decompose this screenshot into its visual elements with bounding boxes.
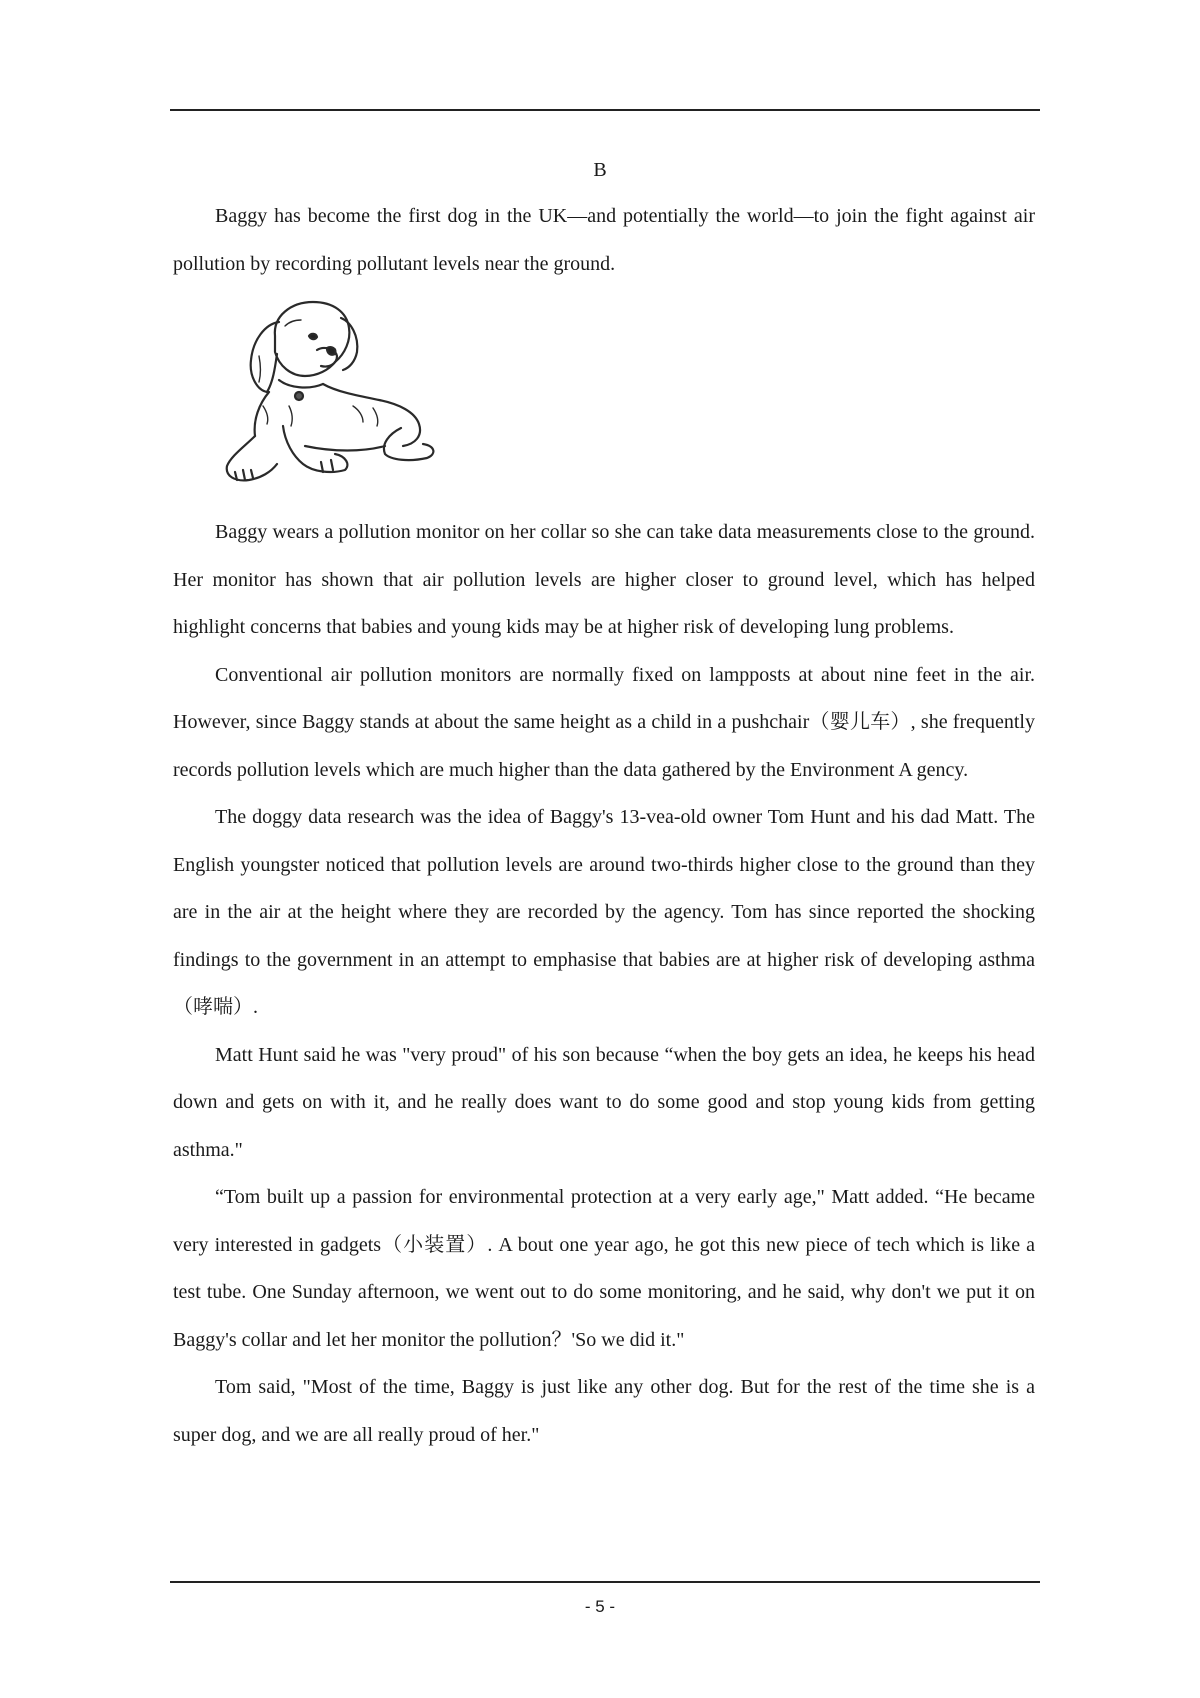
paragraph: “Tom built up a passion for environmental protection at a very early age," Matt added. “He became very interested in gadgets（小装置）. A bout one year ago, he got this new piece of tech which is like a test tube. One Sunday afternoon, we went out to do some monitoring, and he said, why don't we put it on Baggy's collar and let her monitor the pollution？'So we did it." — [173, 1186, 1035, 1351]
paragraph: Conventional air pollution monitors are normally fixed on lampposts at about nine feet in the air. However, since Baggy stands at about the same height as a child in a pushchair（婴儿车）, she frequently records pollution levels which are much higher than the data gathered by the Environment A gency. — [173, 663, 1035, 781]
section-heading: B — [593, 159, 607, 181]
paragraph: The doggy data research was the idea of Baggy's 13-vea-old owner Tom Hunt and his dad Matt. The English youngster noticed that pollution levels are around two-thirds higher close to the ground than they are in the air at the height where they are recorded by the agency. Tom has since reported the shocking findings to the government in an attempt to emphasise that babies are at higher risk of developing asthma（哮喘）. — [173, 806, 1035, 1018]
puppy-illustration-icon — [213, 296, 453, 490]
paragraph: Tom said, "Most of the time, Baggy is just like any other dog. But for the rest of the time she is a super dog, and we are all really proud of her." — [173, 1376, 1035, 1446]
main-text-block — [173, 509, 1035, 1459]
header-rule — [170, 109, 1040, 111]
paragraph: Baggy has become the first dog in the UK—and potentially the world—to join the fight against air pollution by recording pollutant levels near the ground. — [173, 205, 1035, 275]
paragraph: Baggy wears a pollution monitor on her collar so she can take data measurements close to the ground. Her monitor has shown that air pollution levels are higher closer to ground level, which has helped highlight concerns that babies and young kids may be at higher risk of developing lung problems. — [173, 521, 1035, 638]
footer-rule — [170, 1581, 1040, 1583]
page-number: - 5 - — [584, 1597, 616, 1616]
paragraph: Matt Hunt said he was "very proud" of his son because “when the boy gets an idea, he keeps his head down and gets on with it, and he really does want to do some good and stop young kids from getting asthma." — [173, 1043, 1035, 1161]
intro-text-block — [173, 193, 1035, 288]
